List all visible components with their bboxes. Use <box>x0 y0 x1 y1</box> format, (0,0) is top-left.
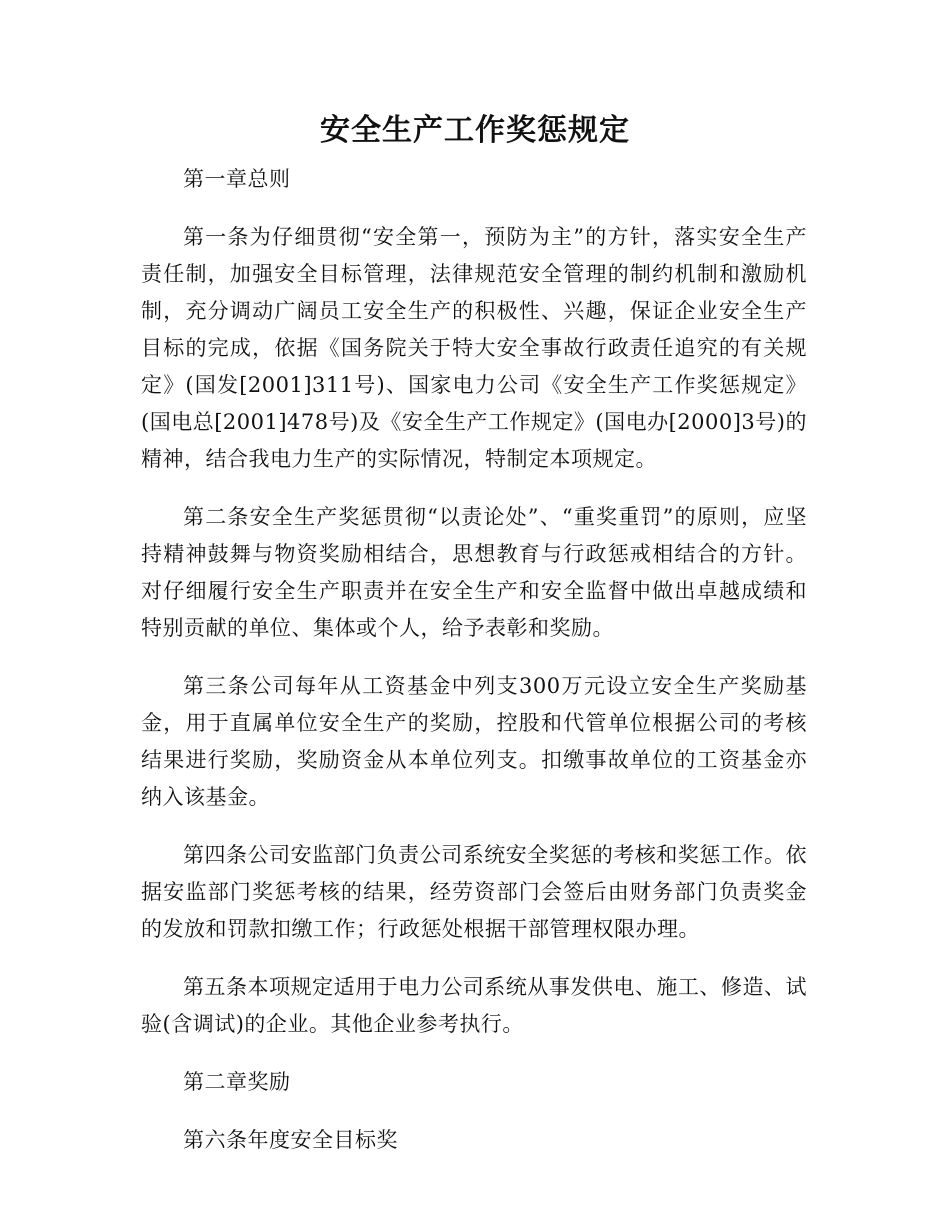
document-body <box>141 161 807 1180</box>
article-2-paragraph: 第二条安全生产奖惩贯彻“以责论处”、“重奖重罚”的原则，应坚持精神鼓舞与物资奖励相结合，思想教育与行政惩戒相结合的方针。对仔细履行安全生产职责并在安全生产和安全监督中做出卓越成绩和特别贡献的单位、集体或个人，给予表彰和奖励。 <box>141 505 807 640</box>
chapter-heading-rewards: 第二章奖励 <box>183 1070 291 1094</box>
chapter-heading-general: 第一章总则 <box>183 167 291 191</box>
document-title: 安全生产工作奖惩规定 <box>320 113 630 148</box>
article-6-paragraph: 第六条年度安全目标奖 <box>183 1128 398 1152</box>
article-1-paragraph: 第一条为仔细贯彻“安全第一，预防为主”的方针，落实安全生产责任制，加强安全目标管理，法律规范安全管理的制约机制和激励机制，充分调动广阔员工安全生产的积极性、兴趣，保证企业安全生产目标的完成，依据《国务院关于特大安全事故行政责任追究的有关规定》(国发[2001]311号)、国家电力公司《安全生产工作奖惩规定》(国电总[2001]478号)及《安全生产工作规定》(国电办[2000]3号)的精神，结合我电力生产的实际情况，特制定本项规定。 <box>141 225 807 471</box>
article-5-paragraph: 第五条本项规定适用于电力公司系统从事发供电、施工、修造、试验(含调试)的企业。其他企业参考执行。 <box>141 975 807 1036</box>
article-3-paragraph: 第三条公司每年从工资基金中列支300万元设立安全生产奖励基金，用于直属单位安全生产的奖励，控股和代管单位根据公司的考核结果进行奖励，奖励资金从本单位列支。扣缴事故单位的工资基金亦纳入该基金。 <box>141 674 807 809</box>
article-4-paragraph: 第四条公司安监部门负责公司系统安全奖惩的考核和奖惩工作。依据安监部门奖惩考核的结果，经劳资部门会签后由财务部门负责奖金的发放和罚款扣缴工作；行政惩处根据干部管理权限办理。 <box>141 843 807 941</box>
